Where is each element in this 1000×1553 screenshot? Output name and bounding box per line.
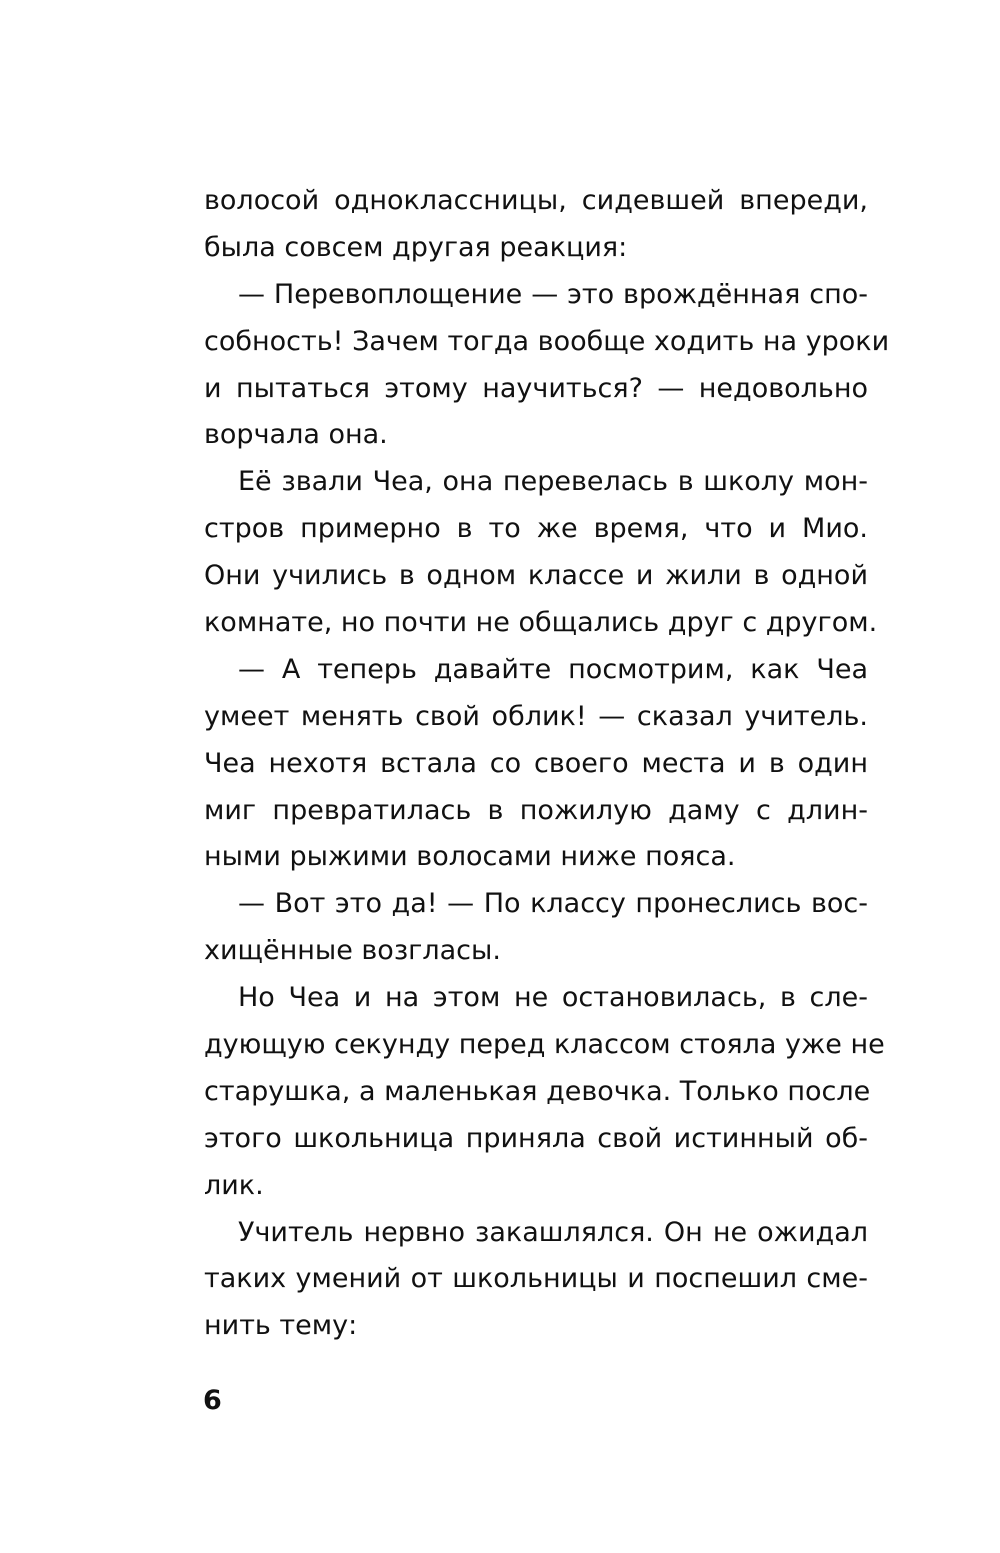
text-line: нить тему: bbox=[204, 1310, 358, 1342]
text-line: этого школьница приняла свой истинный об- bbox=[204, 1122, 868, 1154]
text-line: и пытаться этому научиться? — недовольно bbox=[204, 372, 868, 404]
text-line: Но Чеа и на этом не остановилась, в сле- bbox=[238, 982, 868, 1014]
text-line: волосой одноклассницы, сидевшей впереди, bbox=[204, 185, 868, 216]
text-line: собность! Зачем тогда вообще ходить на уроки bbox=[204, 325, 890, 357]
text-line: таких умений от школьницы и поспешил сме- bbox=[204, 1263, 868, 1295]
text-line: — Перевоплощение — это врождённая спо- bbox=[238, 278, 868, 310]
text-line: умеет менять свой облик! — сказал учитель. bbox=[204, 700, 868, 732]
text-line: Её звали Чеа, она перевелась в школу мон- bbox=[238, 466, 868, 498]
text-line: комнате, но почти не общались друг с другом. bbox=[204, 607, 878, 639]
page-number: 6 bbox=[203, 1385, 222, 1416]
text-line: миг превратилась в пожилую даму с длин- bbox=[204, 794, 868, 826]
text-line: ворчала она. bbox=[204, 419, 388, 451]
text-line: Они учились в одном классе и жили в одной bbox=[204, 560, 868, 592]
text-line: Чеа нехотя встала со своего места и в один bbox=[204, 747, 868, 779]
text-line: — Вот это да! — По классу пронеслись вос- bbox=[238, 888, 868, 920]
body-text bbox=[204, 178, 890, 1350]
text-line: была совсем другая реакция: bbox=[204, 231, 628, 263]
text-line: ными рыжими волосами ниже пояса. bbox=[204, 841, 736, 873]
text-line: — А теперь давайте посмотрим, как Чеа bbox=[238, 653, 868, 685]
text-line: стров примерно в то же время, что и Мио. bbox=[204, 513, 868, 545]
text-line: старушка, а маленькая девочка. Только после bbox=[204, 1075, 871, 1107]
text-line: дующую секунду перед классом стояла уже не bbox=[204, 1029, 885, 1061]
text-line: хищённые возгласы. bbox=[204, 935, 501, 967]
text-line: лик. bbox=[204, 1169, 264, 1201]
text-line: Учитель нервно закашлялся. Он не ожидал bbox=[238, 1216, 868, 1248]
